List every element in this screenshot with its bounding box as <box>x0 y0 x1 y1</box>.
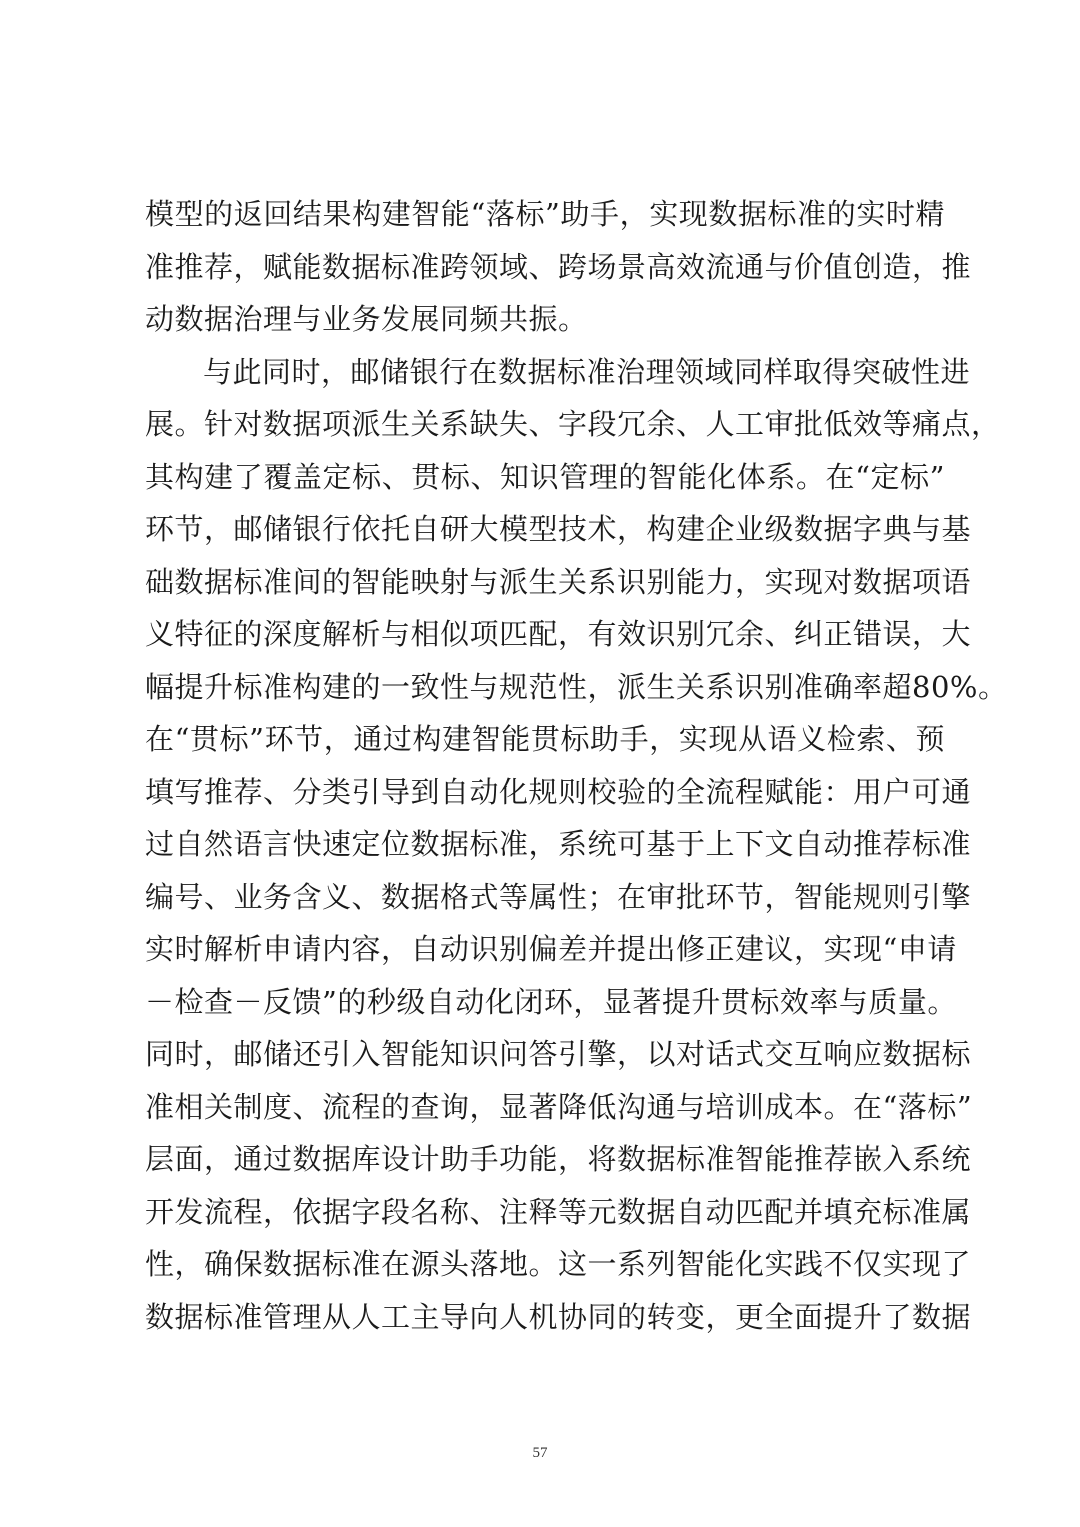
text-line: 环节，邮储银行依托自研大模型技术，构建企业级数据字典与基 <box>145 512 972 546</box>
text-line: 与此同时，邮储银行在数据标准治理领域同样取得突破性进 <box>203 354 971 389</box>
text-line: 编号、业务含义、数据格式等属性；在审批环节，智能规则引擎 <box>145 879 972 914</box>
text-line: 实时解析申请内容，自动识别偏差并提出修正建议，实现“申请 <box>145 932 957 966</box>
paragraph-continued <box>145 188 972 346</box>
text-line: 展。针对数据项派生关系缺失、字段冗余、人工审批低效等痛点， <box>145 407 1001 441</box>
body-text <box>145 188 1008 1343</box>
text-line: 础数据标准间的智能映射与派生关系识别能力，实现对数据项语 <box>145 564 972 599</box>
text-line: 幅提升标准构建的一致性与规范性，派生关系识别准确率超80%。 <box>145 669 1008 704</box>
text-line: －检查－反馈”的秒级自动化闭环，显著提升贯标效率与质量。 <box>145 984 957 1019</box>
text-line: 性，确保数据标准在源头落地。这一系列智能化实践不仅实现了 <box>145 1247 972 1281</box>
text-line: 其构建了覆盖定标、贯标、知识管理的智能化体系。在“定标” <box>145 459 945 494</box>
text-line: 同时，邮储还引入智能知识问答引擎，以对话式交互响应数据标 <box>145 1037 972 1071</box>
text-line: 动数据治理与业务发展同频共振。 <box>145 302 588 336</box>
text-line: 准推荐，赋能数据标准跨领域、跨场景高效流通与价值创造，推 <box>145 249 972 284</box>
text-line: 过自然语言快速定位数据标准，系统可基于上下文自动推荐标准 <box>145 827 972 861</box>
text-line: 在“贯标”环节，通过构建智能贯标助手，实现从语义检索、预 <box>145 722 945 756</box>
text-line: 开发流程，依据字段名称、注释等元数据自动匹配并填充标准属 <box>145 1194 972 1229</box>
text-line: 义特征的深度解析与相似项匹配，有效识别冗余、纠正错误，大 <box>145 617 972 651</box>
text-line: 准相关制度、流程的查询，显著降低沟通与培训成本。在“落标” <box>145 1089 973 1124</box>
paragraph <box>145 346 1008 1344</box>
text-line: 填写推荐、分类引导到自动化规则校验的全流程赋能：用户可通 <box>145 774 972 809</box>
text-line: 层面，通过数据库设计助手功能，将数据标准智能推荐嵌入系统 <box>145 1142 972 1176</box>
text-line: 数据标准管理从人工主导向人机协同的转变，更全面提升了数据 <box>145 1299 972 1334</box>
text-line: 模型的返回结果构建智能“落标”助手，实现数据标准的实时精 <box>145 197 945 231</box>
page-number: 57 <box>532 1445 548 1461</box>
